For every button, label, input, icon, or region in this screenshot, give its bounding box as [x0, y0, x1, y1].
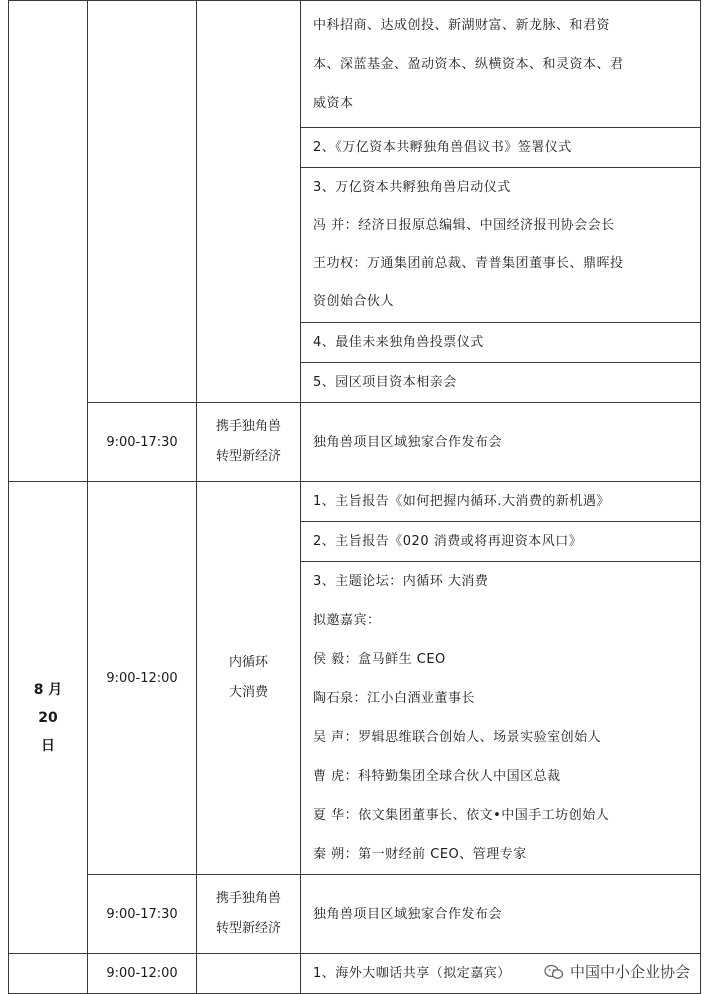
- theme-cell: [197, 482, 301, 875]
- date-cell-empty: [9, 1, 88, 482]
- content-line: 本、深蓝基金、盈动资本、纵横资本、和灵资本、君: [313, 56, 624, 72]
- theme-line: 转型新经济: [215, 921, 281, 936]
- content-line: 王功权：万通集团前总裁、青普集团董事长、鼎晖投: [313, 256, 624, 271]
- content-cell: [301, 128, 701, 168]
- content-cell: [301, 168, 701, 323]
- content-cell: [301, 323, 701, 363]
- content-line: 5、园区项目资本相亲会: [313, 375, 457, 390]
- time-cell: 9:00-17:30: [88, 403, 197, 482]
- time-cell: 9:00-12:00: [88, 482, 197, 875]
- theme-cell: [197, 403, 301, 482]
- content-line: 冯 并：经济日报原总编辑、中国经济报刊协会会长: [313, 218, 615, 233]
- theme-cell-empty: [197, 1, 301, 403]
- content-cell: [301, 522, 701, 562]
- content-line: 4、最佳未来独角兽投票仪式: [313, 335, 484, 350]
- content-line: 拟邀嘉宾：: [313, 613, 381, 628]
- date-cell: [9, 482, 88, 954]
- theme-line: 大消费: [228, 685, 268, 700]
- watermark: [540, 959, 694, 984]
- content-cell: [301, 403, 701, 482]
- content-cell: [301, 363, 701, 403]
- time-cell: 9:00-12:00: [88, 954, 197, 994]
- content-line: 资创始合伙人: [313, 294, 395, 309]
- content-cell: [301, 875, 701, 954]
- content-line: 3、万亿资本共孵独角兽启动仪式: [313, 180, 511, 195]
- content-cell: [301, 482, 701, 522]
- content-cell: [301, 1, 701, 128]
- content-line: 夏 华：依文集团董事长、依文•中国手工坊创始人: [313, 808, 610, 823]
- content-line: 1、海外大咖话共享（拟定嘉宾）: [313, 966, 511, 981]
- content-line: 侯 毅：盒马鲜生 CEO: [313, 652, 446, 667]
- content-line: 吴 声：罗辑思维联合创始人、场景实验室创始人: [313, 730, 602, 745]
- content-line: 1、主旨报告《如何把握内循环.大消费的新机遇》: [313, 494, 610, 509]
- content-line: 独角兽项目区域独家合作发布会: [313, 434, 503, 450]
- content-line: 威资本: [313, 95, 354, 111]
- content-line: 曹 虎：科特勤集团全球合伙人中国区总裁: [313, 769, 561, 784]
- content-line: 独角兽项目区域独家合作发布会: [313, 906, 503, 922]
- theme-line: 转型新经济: [215, 449, 281, 464]
- content-cell: [301, 562, 701, 875]
- time-cell: 9:00-17:30: [88, 875, 197, 954]
- theme-cell-empty: [197, 954, 301, 994]
- time-cell-empty: [88, 1, 197, 403]
- theme-cell: [197, 875, 301, 954]
- date-label: 8 月 20 日: [33, 681, 63, 754]
- content-line: 3、主题论坛：内循环 大消费: [313, 574, 489, 589]
- theme-line: 内循环: [228, 655, 268, 670]
- content-line: 2、《万亿资本共孵独角兽倡议书》签署仪式: [313, 140, 572, 155]
- theme-line: 携手独角兽: [215, 419, 281, 434]
- content-line: 中科招商、达成创投、新湖财富、新龙脉、和君资: [313, 17, 611, 33]
- schedule-table: [8, 0, 701, 994]
- date-cell-empty: [9, 954, 88, 994]
- content-line: 陶石泉：江小白酒业董事长: [313, 691, 476, 706]
- watermark-text: 中国中小企业协会: [569, 963, 690, 981]
- wechat-icon: [544, 964, 564, 980]
- theme-line: 携手独角兽: [215, 891, 281, 906]
- content-line: 2、主旨报告《020 消费或将再迎资本风口》: [313, 534, 583, 549]
- content-line: 秦 朔：第一财经前 CEO、管理专家: [313, 847, 527, 862]
